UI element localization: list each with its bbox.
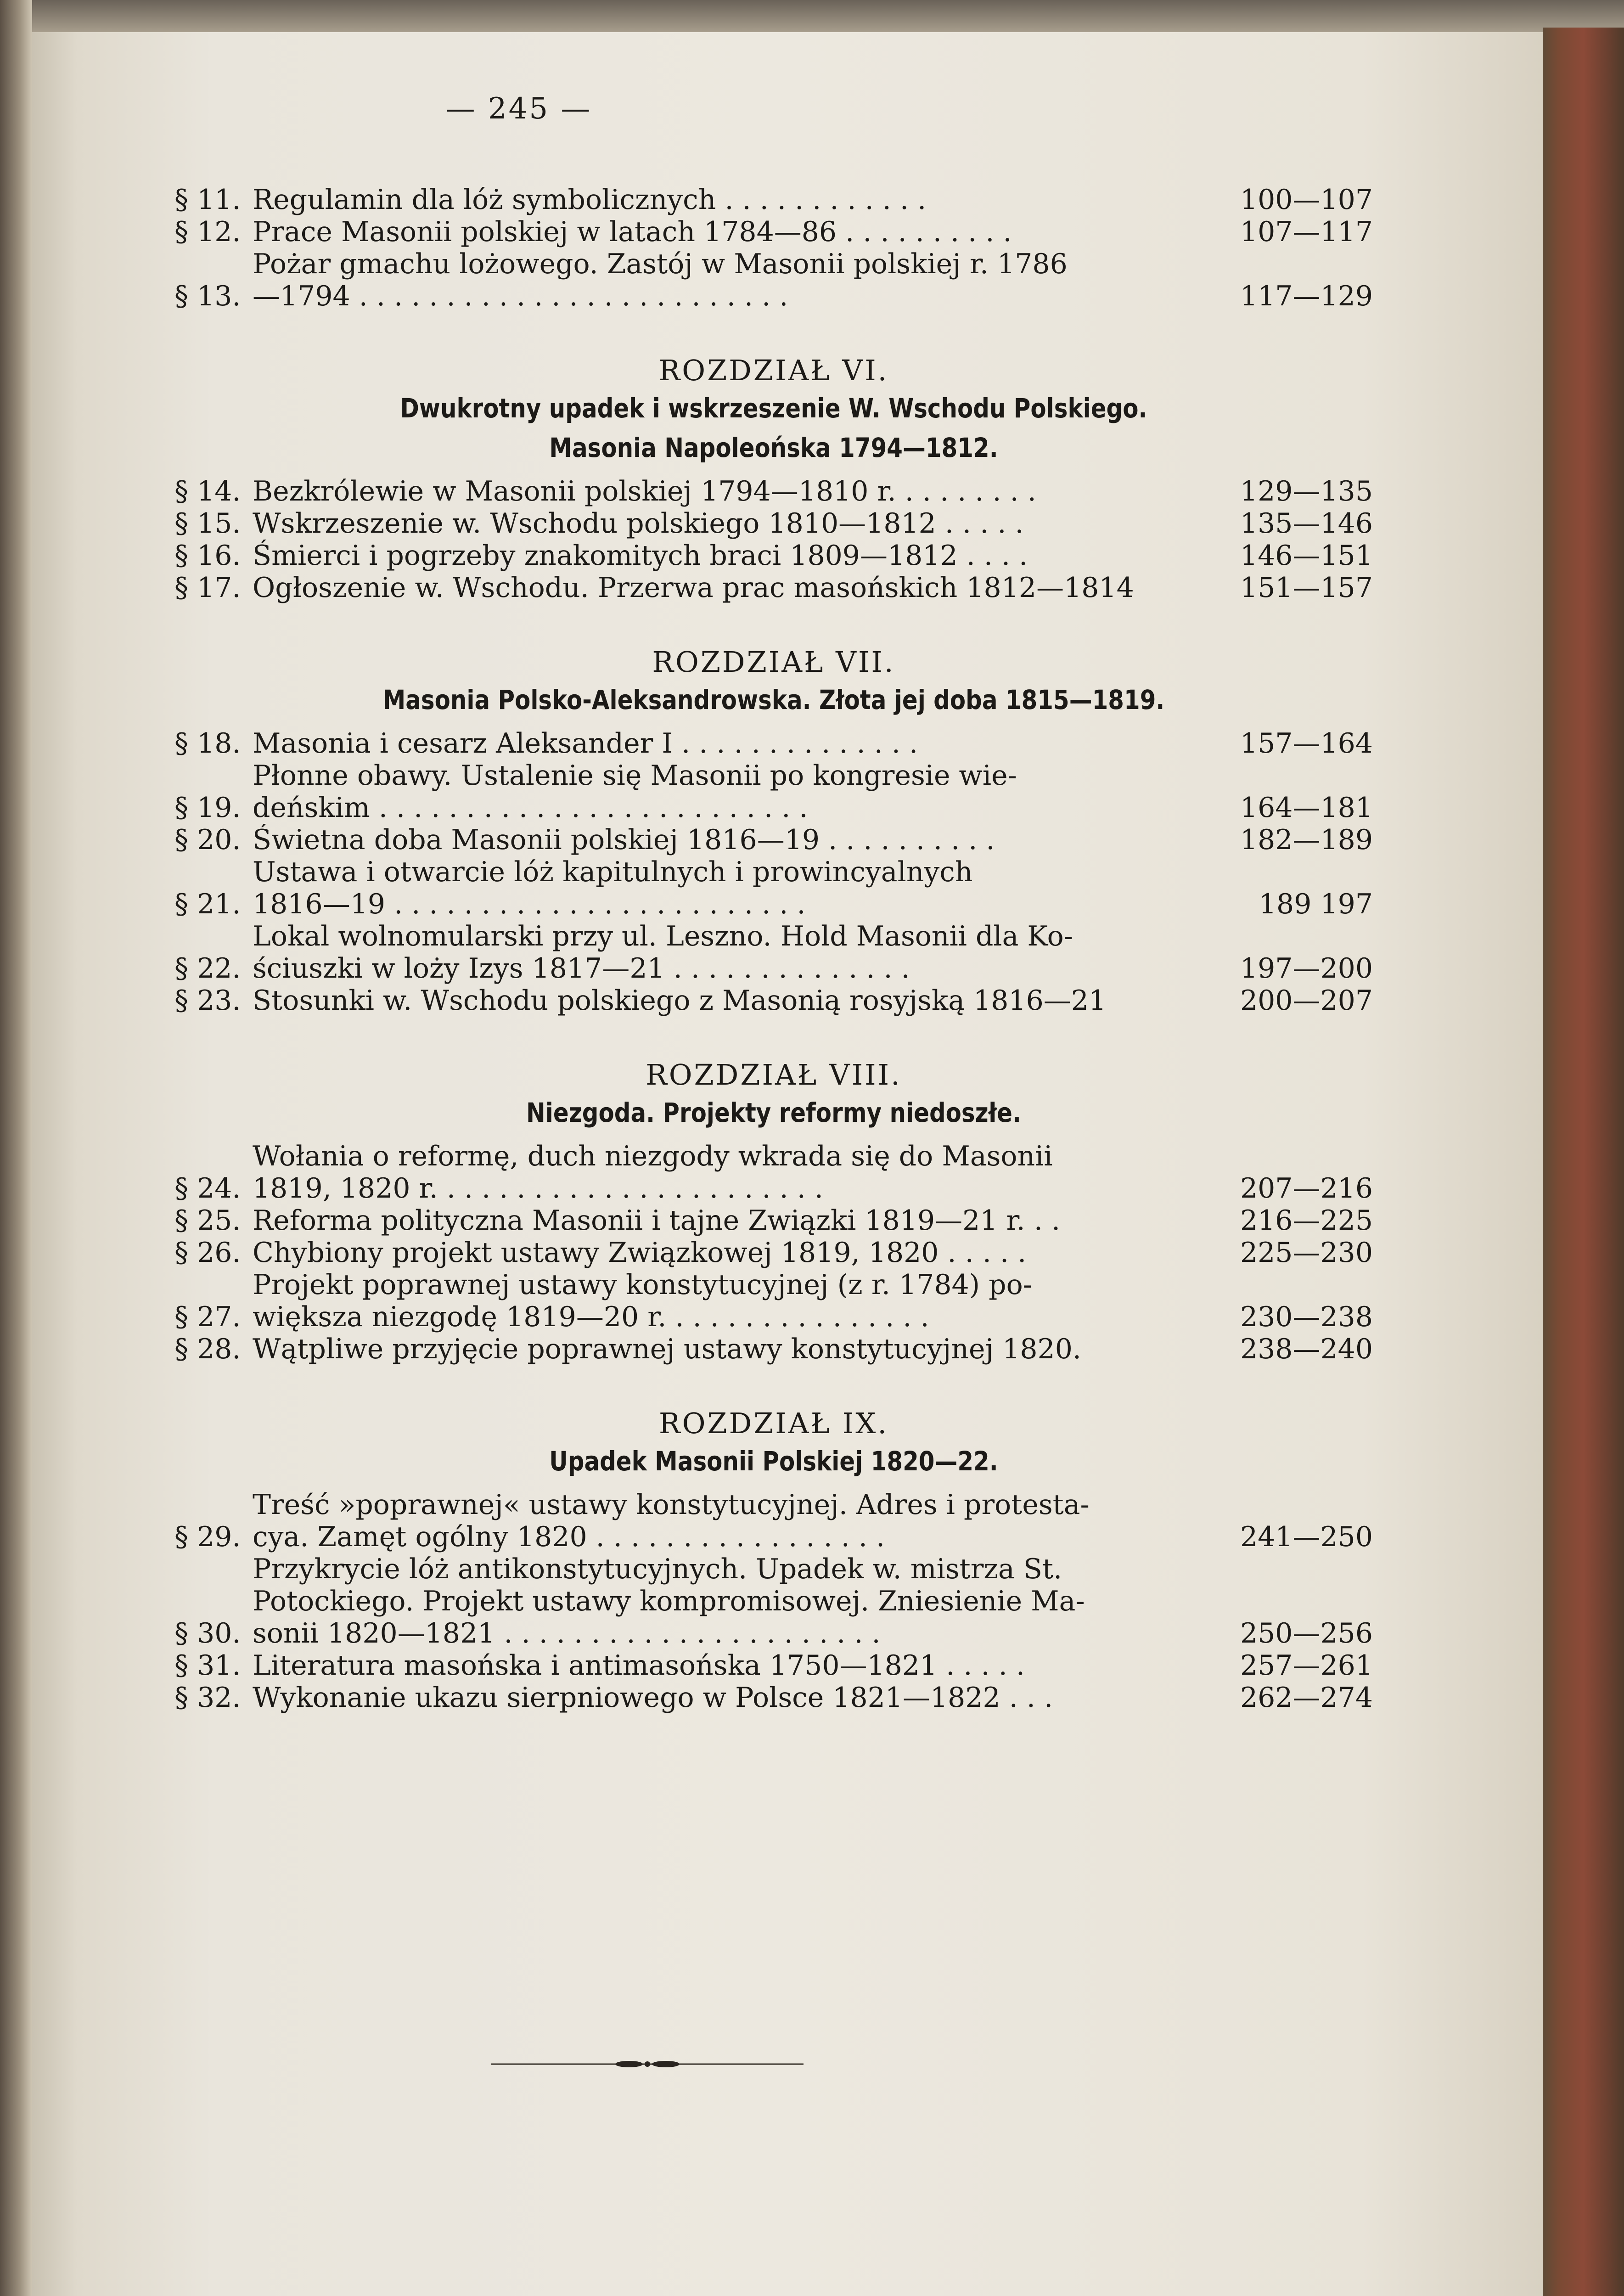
entry-title <box>253 1237 1221 1269</box>
section-number: § 11. <box>174 184 241 216</box>
page-range: 250—256 <box>1240 1617 1373 1649</box>
page-range: 164—181 <box>1240 792 1373 824</box>
chapter-subtitle: Dwukrotny upadek i wskrzeszenie W. Wschodu Polskiego. <box>400 393 1147 424</box>
entry-title <box>253 216 1221 248</box>
entry-line: Świetna doba Masonii polskiej 1816—19 . . . . . . . . . . <box>253 824 995 856</box>
entry-title <box>253 572 1221 604</box>
entry-line: ściuszki w loży Izys 1817—21 . . . . . . . . . . . . . . <box>253 952 910 985</box>
entry-title <box>253 760 1221 824</box>
chapter-subtitle: Masonia Polsko-Aleksandrowska. Złota jej doba 1815—1819. <box>382 684 1165 715</box>
toc-entry <box>174 1140 1373 1204</box>
entry-line: Masonia i cesarz Aleksander I . . . . . . . . . . . . . . <box>253 727 918 760</box>
entry-line: Płonne obawy. Ustalenie się Masonii po kongresie wie- <box>253 760 1017 792</box>
toc-entry <box>174 1333 1373 1365</box>
chapter-title: ROZDZIAŁ IX. <box>658 1407 889 1440</box>
entry-line: Projekt poprawnej ustawy konstytucyjnej (z r. 1784) po- <box>253 1269 1032 1301</box>
toc-entry <box>174 985 1373 1017</box>
section-number: § 21. <box>174 888 241 920</box>
entry-title <box>253 1269 1221 1333</box>
entry-title <box>253 1204 1221 1237</box>
entry-line: Bezkrólewie w Masonii polskiej 1794—1810 r. . . . . . . . . <box>253 475 1036 507</box>
section-number: § 31. <box>174 1649 241 1682</box>
entry-line: Pożar gmachu lożowego. Zastój w Masonii polskiej r. 1786 <box>253 248 1068 280</box>
chapter-title: ROZDZIAŁ VII. <box>652 645 895 679</box>
section-number: § 23. <box>174 985 241 1017</box>
ornament-divider <box>491 2060 804 2069</box>
page-range: 189 197 <box>1259 888 1373 920</box>
entry-title <box>253 824 1221 856</box>
toc-entry <box>174 824 1373 856</box>
entry-line: Regulamin dla lóż symbolicznych . . . . . . . . . . . . <box>253 184 927 216</box>
entry-title <box>253 1333 1221 1365</box>
entry-title <box>253 1649 1221 1682</box>
page-range: 182—189 <box>1240 824 1373 856</box>
section-number: § 17. <box>174 572 241 604</box>
section-number: § 15. <box>174 507 241 540</box>
page-range: 107—117 <box>1240 216 1373 248</box>
toc-entry <box>174 1682 1373 1714</box>
entry-line: 1816—19 . . . . . . . . . . . . . . . . . . . . . . . . <box>253 888 806 920</box>
section-number: § 30. <box>174 1617 241 1649</box>
chapter-subtitle: Masonia Napoleońska 1794—1812. <box>549 432 998 463</box>
toc-entry <box>174 760 1373 824</box>
toc-entry <box>174 727 1373 760</box>
toc-entry <box>174 507 1373 540</box>
section-number: § 22. <box>174 952 241 985</box>
entry-title <box>253 1553 1221 1649</box>
toc-entry <box>174 1237 1373 1269</box>
entry-line: Wykonanie ukazu sierpniowego w Polsce 1821—1822 . . . <box>253 1682 1053 1714</box>
section-number: § 29. <box>174 1521 241 1553</box>
entry-title <box>253 540 1221 572</box>
toc-entry <box>174 1204 1373 1237</box>
section-number: § 18. <box>174 727 241 760</box>
entry-line: Ogłoszenie w. Wschodu. Przerwa prac masońskich 1812—1814 <box>253 572 1134 604</box>
entry-line: Literatura masońska i antimasońska 1750—1821 . . . . . <box>253 1649 1025 1682</box>
entry-line: Wątpliwe przyjęcie poprawnej ustawy konstytucyjnej 1820. <box>253 1333 1081 1365</box>
entry-line: —1794 . . . . . . . . . . . . . . . . . . . . . . . . . <box>253 280 788 312</box>
entry-title <box>253 856 1221 920</box>
page-range: 230—238 <box>1240 1301 1373 1333</box>
page-range: 200—207 <box>1240 985 1373 1017</box>
entry-line: Przykrycie lóż antikonstytucyjnych. Upadek w. mistrza St. <box>253 1553 1062 1585</box>
entry-title <box>253 507 1221 540</box>
entry-title <box>253 1682 1221 1714</box>
section-number: § 19. <box>174 792 241 824</box>
toc-entry <box>174 1553 1373 1649</box>
chapter-title: ROZDZIAŁ VIII. <box>646 1058 902 1092</box>
page-range: 197—200 <box>1240 952 1373 985</box>
toc-entry <box>174 920 1373 985</box>
page-number: — 245 — <box>445 92 592 126</box>
section-number: § 16. <box>174 540 241 572</box>
entry-line: Lokal wolnomularski przy ul. Leszno. Hold Masonii dla Ko- <box>253 920 1073 952</box>
entry-line: Wołania o reformę, duch niezgody wkrada się do Masonii <box>253 1140 1053 1172</box>
entry-title <box>253 1140 1221 1204</box>
page-range: 262—274 <box>1240 1682 1373 1714</box>
section-number: § 14. <box>174 475 241 507</box>
book-cover-edge <box>1543 28 1624 2296</box>
cover-top-edge <box>32 0 1624 32</box>
section-number: § 26. <box>174 1237 241 1269</box>
chapter-subtitle: Upadek Masonii Polskiej 1820—22. <box>549 1446 998 1477</box>
section-number: § 12. <box>174 216 241 248</box>
entry-title <box>253 920 1221 985</box>
entry-line: deńskim . . . . . . . . . . . . . . . . . . . . . . . . . <box>253 792 808 824</box>
page-range: 129—135 <box>1240 475 1373 507</box>
entry-line: sonii 1820—1821 . . . . . . . . . . . . . . . . . . . . . . <box>253 1617 881 1649</box>
section-number: § 13. <box>174 280 241 312</box>
toc-entry <box>174 475 1373 507</box>
entry-line: Potockiego. Projekt ustawy kompromisowej. Zniesienie Ma- <box>253 1585 1085 1617</box>
entry-line: Wskrzeszenie w. Wschodu polskiego 1810—1812 . . . . . <box>253 507 1024 540</box>
section-number: § 27. <box>174 1301 241 1333</box>
entry-line: Reforma polityczna Masonii i tajne Związki 1819—21 r. . . <box>253 1204 1061 1237</box>
page-range: 100—107 <box>1240 184 1373 216</box>
page-range: 225—230 <box>1240 1237 1373 1269</box>
toc-entry <box>174 1269 1373 1333</box>
page <box>32 32 1543 2296</box>
entry-line: 1819, 1820 r. . . . . . . . . . . . . . . . . . . . . . . <box>253 1172 823 1204</box>
chapter-title: ROZDZIAŁ VI. <box>658 354 889 387</box>
page-range: 151—157 <box>1240 572 1373 604</box>
entry-line: cya. Zamęt ogólny 1820 . . . . . . . . . . . . . . . . . <box>253 1521 885 1553</box>
section-number: § 25. <box>174 1204 241 1237</box>
entry-title <box>253 727 1221 760</box>
toc-entry <box>174 1489 1373 1553</box>
entry-title <box>253 1489 1221 1553</box>
entry-title <box>253 184 1221 216</box>
page-range: 117—129 <box>1240 280 1373 312</box>
page-range: 216—225 <box>1240 1204 1373 1237</box>
toc-entry <box>174 216 1373 248</box>
entry-line: Śmierci i pogrzeby znakomitych braci 1809—1812 . . . . <box>253 540 1028 572</box>
entry-title <box>253 248 1221 312</box>
section-number: § 20. <box>174 824 241 856</box>
toc-entry <box>174 248 1373 312</box>
entry-line: Ustawa i otwarcie lóż kapitulnych i prowincyalnych <box>253 856 973 888</box>
page-range: 257—261 <box>1240 1649 1373 1682</box>
page-range: 135—146 <box>1240 507 1373 540</box>
toc-entry <box>174 1649 1373 1682</box>
chapter-subtitle: Niezgoda. Projekty reformy niedoszłe. <box>526 1097 1021 1128</box>
entry-line: Chybiony projekt ustawy Związkowej 1819, 1820 . . . . . <box>253 1237 1027 1269</box>
page-range: 207—216 <box>1240 1172 1373 1204</box>
entry-line: większa niezgodę 1819—20 r. . . . . . . . . . . . . . . . <box>253 1301 929 1333</box>
section-number: § 24. <box>174 1172 241 1204</box>
entry-title <box>253 985 1221 1017</box>
page-range: 157—164 <box>1240 727 1373 760</box>
page-range: 238—240 <box>1240 1333 1373 1365</box>
toc-entry <box>174 540 1373 572</box>
page-range: 241—250 <box>1240 1521 1373 1553</box>
entry-line: Treść »poprawnej« ustawy konstytucyjnej. Adres i protesta- <box>253 1489 1090 1521</box>
toc-entry <box>174 184 1373 216</box>
book-gutter <box>0 0 32 2296</box>
page-range: 146—151 <box>1240 540 1373 572</box>
entry-line: Stosunki w. Wschodu polskiego z Masonią rosyjską 1816—21 <box>253 985 1107 1017</box>
entry-title <box>253 475 1221 507</box>
toc-entry <box>174 572 1373 604</box>
section-number: § 28. <box>174 1333 241 1365</box>
section-number: § 32. <box>174 1682 241 1714</box>
table-of-contents <box>174 184 1373 1714</box>
toc-entry <box>174 856 1373 920</box>
entry-line: Prace Masonii polskiej w latach 1784—86 . . . . . . . . . . <box>253 216 1012 248</box>
